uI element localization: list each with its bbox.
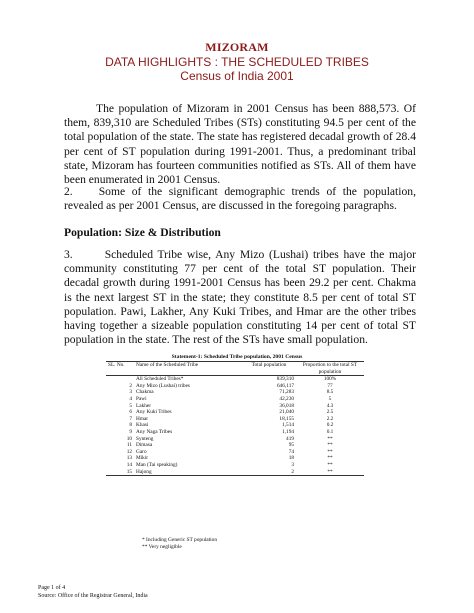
census-title: Census of India 2001 <box>180 69 294 83</box>
paragraph-3-text: Scheduled Tribe wise, Any Mizo (Lushai) tribes have the major community constituting 77 per cent of the total ST population. Their decadal growth during 1991-2001 Census has been 29.2 per cent. Chakma is the next largest ST in the state; they constitute 8.5 per cent of total ST population. Pawi, Lakher, Any Kuki Tribes, and Hmar are the other tribes having together a sizeable population constituting 14 per cent of total ST population in the state. The rest of the STs have small population. <box>64 248 416 347</box>
table-row <box>106 469 364 476</box>
table-row <box>106 422 364 429</box>
row-proportion: ** <box>327 448 333 455</box>
row-tribe-name: Any Kuki Tribes <box>136 409 172 416</box>
row-tribe-name: Garo <box>136 448 147 455</box>
row-tribe-name: Chakma <box>136 389 154 396</box>
row-tribe-name: Lakher <box>136 402 151 409</box>
row-sl-no: 14 <box>126 461 132 468</box>
row-sl-no: 13 <box>126 455 132 462</box>
table-row <box>106 462 364 469</box>
row-tribe-name: All Scheduled Tribes* <box>136 376 184 383</box>
row-proportion: 2.5 <box>326 409 334 416</box>
row-sl-no: 6 <box>129 409 132 416</box>
paragraph-1 <box>64 102 416 187</box>
section-heading: Population: Size & Distribution <box>64 226 221 239</box>
table-title: Statement-1: Scheduled Tribe population, 2001 Census <box>171 354 303 360</box>
row-total-population: 21,040 <box>279 409 294 416</box>
row-tribe-name: Synteng <box>136 435 154 442</box>
header-sl-no: SL. No. <box>106 362 134 376</box>
row-total-population: 1,514 <box>282 422 294 429</box>
table-row <box>106 449 364 456</box>
paragraph-3-number: 3. <box>64 248 73 261</box>
paragraph-2 <box>64 185 416 213</box>
row-total-population: 18,155 <box>279 415 294 422</box>
table-row <box>106 429 364 436</box>
row-total-population: 18 <box>288 455 294 462</box>
table-row <box>106 442 364 449</box>
row-proportion: ** <box>296 469 364 476</box>
page-number: Page 1 of 4 <box>38 585 66 591</box>
paragraph-1-text: The population of Mizoram in 2001 Census has been 888,573. Of them, 839,310 are Scheduled Tribes (STs) constituting 94.5 per cent of the total population of the state. The state has registered decadal growth of 28.4 per cent of ST population during 1991-2001. Thus, a predominant tribal state, Mizoram has fourteen communities notified as STs. All of them have been enumerated in 2001 Census. <box>64 102 416 187</box>
table-row <box>106 409 364 416</box>
row-sl-no: 10 <box>126 435 132 442</box>
row-tribe-name: Any Mizo (Lushai) tribes <box>136 382 190 389</box>
row-sl-no: 2 <box>129 382 132 389</box>
paragraph-2-number: 2. <box>64 185 73 198</box>
table-row <box>106 403 364 410</box>
data-highlights-title: DATA HIGHLIGHTS : THE SCHEDULED TRIBES <box>105 55 369 69</box>
row-tribe-name: Hmar <box>136 415 149 422</box>
row-proportion: 100% <box>323 376 337 383</box>
row-sl-no: 5 <box>129 402 132 409</box>
row-total-population: 646,117 <box>276 382 294 389</box>
row-tribe-name: Mikir <box>136 455 149 462</box>
row-tribe-name: Dimasa <box>136 442 153 449</box>
paragraph-3 <box>64 248 416 347</box>
st-population-table <box>106 361 364 476</box>
table-row <box>106 376 364 383</box>
row-sl-no: 7 <box>129 415 132 422</box>
row-tribe-name: Any Naga Tribes <box>136 428 173 435</box>
state-title: MIZORAM <box>205 40 269 54</box>
row-proportion: ** <box>327 435 333 442</box>
row-total-population: 71,283 <box>279 389 294 396</box>
row-total-population: 3 <box>291 461 294 468</box>
row-proportion: 0.1 <box>326 428 334 435</box>
row-proportion: ** <box>327 442 333 449</box>
row-sl-no: 4 <box>129 395 132 402</box>
row-total-population: 2 <box>242 469 296 476</box>
row-total-population: 74 <box>288 448 294 455</box>
row-sl-no: 12 <box>126 448 132 455</box>
row-proportion: ** <box>327 461 333 468</box>
row-sl-no: 8 <box>129 422 132 429</box>
row-proportion: 2.2 <box>326 415 334 422</box>
row-sl-no: 11 <box>126 442 132 449</box>
row-sl-no <box>106 376 134 383</box>
row-proportion: 4.3 <box>326 402 334 409</box>
row-total-population: 419 <box>286 435 294 442</box>
row-total-population: 42,230 <box>279 395 294 402</box>
table-row <box>106 389 364 396</box>
row-total-population: 95 <box>288 442 294 449</box>
row-total-population: 36,018 <box>279 402 294 409</box>
header-total-population: Total population <box>242 362 296 376</box>
header-proportion: Proportion to the total ST population <box>296 362 364 376</box>
table-row <box>106 455 364 462</box>
table-row <box>106 416 364 423</box>
footnote-negligible: ** Very negligible <box>142 544 182 550</box>
row-sl-no: 9 <box>129 428 132 435</box>
row-proportion: 5 <box>328 395 332 402</box>
row-tribe-name: Hajong <box>134 469 242 476</box>
row-proportion: ** <box>327 455 333 462</box>
row-total-population: 1,194 <box>282 428 294 435</box>
table-row <box>106 396 364 403</box>
table-row <box>106 436 364 443</box>
row-proportion: 8.5 <box>326 389 334 396</box>
row-sl-no: 15 <box>106 469 134 476</box>
header-tribe-name: Name of the Scheduled Tribe <box>134 362 242 376</box>
row-sl-no: 3 <box>129 389 132 396</box>
row-proportion: 0.2 <box>326 422 334 429</box>
row-total-population: 839,310 <box>276 376 294 383</box>
footnote-generic: * Including Generic ST population <box>142 537 218 543</box>
row-tribe-name: Pawi <box>136 395 147 402</box>
row-tribe-name: Khasi <box>136 422 149 429</box>
row-tribe-name: Man (Tai speaking) <box>136 461 178 468</box>
table-row <box>106 383 364 390</box>
source-note: Source: Office of the Registrar General, India <box>38 593 148 599</box>
table-body <box>106 376 364 476</box>
row-proportion: 77 <box>327 382 333 389</box>
paragraph-2-text: Some of the significant demographic trends of the population, revealed as per 2001 Census, are discussed in the foregoing paragraphs. <box>64 185 416 213</box>
